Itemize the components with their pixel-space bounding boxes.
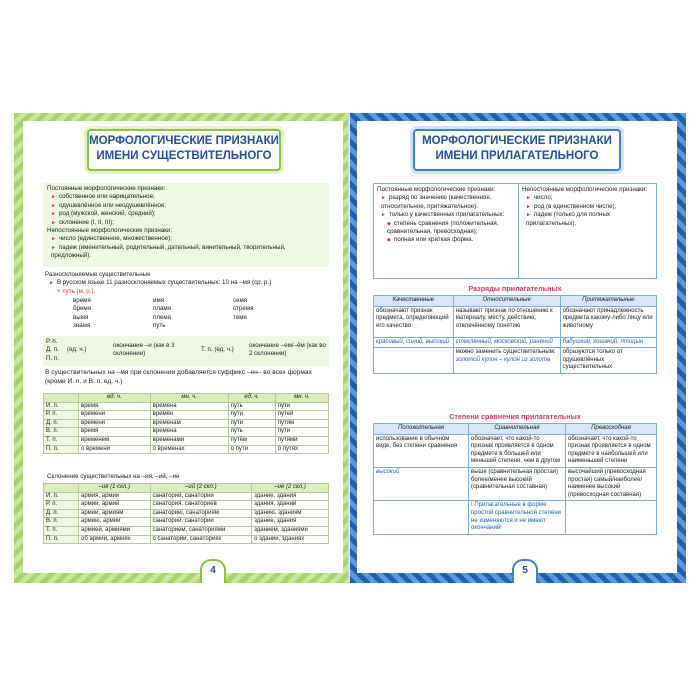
cell: времени (79, 419, 151, 428)
table-row (44, 428, 329, 437)
raznoskl-put: + путь (м. р.). (57, 287, 96, 295)
table-row (374, 306, 657, 337)
word: время (73, 297, 91, 304)
cell: об армии, армиях (79, 535, 151, 544)
table-row (44, 402, 329, 411)
adj-nonconst-item: ► число; (522, 194, 652, 202)
cell: высочайший (превосходная простая) самый/наиболее/наименее высокий (превосходная составная) (566, 467, 657, 500)
cell: высокий (374, 467, 469, 500)
case-label: Д. п. (46, 346, 59, 354)
left-title-box (87, 129, 281, 171)
endings-block (43, 336, 329, 366)
case-cell: П. п. (44, 535, 79, 544)
adj-nonconst-item: ► падеж (только для полных прилагательных). (522, 211, 652, 228)
noun-nonconst-head: Непостоянные морфологические признаки: (47, 227, 173, 235)
ending-label1: (ед. ч.) (67, 346, 87, 353)
noun-const-item: ► склонение (I, II, III); (47, 219, 325, 227)
ending-text1: окончание –и (как в 3 склонении) (113, 342, 175, 358)
noun-const-item: ► одушевлённое или неодушевлённое; (47, 202, 325, 210)
table-header (44, 394, 79, 403)
adj-nonconst-item: ► род (в единственном числе); (522, 203, 652, 211)
case-label: П. п. (46, 354, 59, 362)
cell-line: можно заменить существительным: (455, 349, 556, 356)
left-page-title: МОРФОЛОГИЧЕСКИЕ ПРИЗНАКИ ИМЕНИ СУЩЕСТВИТЕЛЬНОГО (89, 135, 279, 162)
cell: о санатории, санаториях (150, 535, 252, 544)
cell: обозначает, что какой-то признак проявляется в одном предмете в наибольшей или наименьшей степени (566, 434, 657, 467)
stepeni-table (373, 423, 657, 535)
table-header: ед. ч. (228, 394, 275, 403)
adj-const-head: Постоянные морфологические признаки: (377, 186, 496, 193)
cell: армия, армии (79, 492, 151, 501)
right-sheet (357, 121, 677, 573)
right-page-number: 5 (512, 559, 538, 583)
cell: о здании, зданиях (252, 535, 329, 544)
raznoskl-words (73, 297, 313, 331)
divider (518, 184, 519, 278)
cell: санаторием, санаториями (150, 526, 252, 535)
cell (453, 348, 560, 374)
cell (374, 501, 469, 534)
table-row (44, 445, 329, 454)
cell: пути (228, 419, 275, 428)
table-header: мн. ч. (275, 394, 328, 403)
cell: санатория, санаториев (150, 501, 252, 510)
cell: о временах (150, 445, 228, 454)
declension-table-mya (43, 393, 329, 454)
table-row (44, 492, 329, 501)
adj-features-block (373, 183, 657, 279)
cell: обозначает, что какой-то признак проявляется в одном предмете в большей или меньшей степени, чем в другом (469, 434, 566, 467)
table-row (374, 434, 657, 467)
decl-note: Склонение существительных на –ия, –ий, –ие (47, 473, 180, 480)
table-header: Сравнительная (469, 424, 566, 435)
raznoskl-note: ► В русском языке 11 разносклоняемых существительных: 10 на –мя (ср. р.) (45, 279, 331, 287)
cell: образуются только от одушевлённых существительных (560, 348, 656, 374)
declension-table-iya (43, 483, 329, 544)
cell: армии, армиям (79, 509, 151, 518)
adj-nonconst-head: Непостоянные морфологические признаки: (522, 186, 648, 193)
table-header: ед. ч. (79, 394, 151, 403)
table-row (44, 535, 329, 544)
cell: армию, армии (79, 518, 151, 527)
stepeni-title: Степени сравнения прилагательных (449, 412, 581, 421)
case-cell: И. п. (44, 402, 79, 411)
cell: армией, армиями (79, 526, 151, 535)
ending-label2: Т. п. (ед. ч.) (201, 346, 234, 353)
table-header: Относительные (453, 296, 560, 307)
adj-const-sub: ◆ степень сравнения (положительная, сравнительная, превосходная); (377, 220, 515, 237)
table-row (374, 337, 657, 348)
cell: стеклянный, московский, ранений (453, 337, 560, 348)
cell: армии, армий (79, 501, 151, 510)
noun-const-head: Постоянные морфологические признаки: (47, 185, 166, 192)
case-cell: Т. п. (44, 436, 79, 445)
cell: санаторий, санатории (150, 518, 252, 527)
cell: здание, здания (252, 492, 329, 501)
word: племя (153, 313, 172, 321)
table-row (374, 501, 657, 534)
cell: время (79, 402, 151, 411)
cell: использование в обычном виде, без степени сравнения (374, 434, 469, 467)
case-cell: В. п. (44, 428, 79, 437)
table-row (44, 411, 329, 420)
table-header: Притяжательные (560, 296, 656, 307)
table-row (44, 419, 329, 428)
cell (566, 501, 657, 534)
cell: красивый, синий, высокий (374, 337, 454, 348)
cell: путей (275, 411, 328, 420)
cell: времена (150, 428, 228, 437)
word: вымя (73, 313, 89, 321)
cell: времени (79, 411, 151, 420)
word: знамя (73, 322, 91, 330)
word: имя (153, 297, 165, 304)
table-header: Положительная (374, 424, 469, 435)
cell: бабушкин, кошачий, птицын (560, 337, 656, 348)
cell: путям (275, 419, 328, 428)
cell: времён (150, 411, 228, 420)
left-page (14, 113, 350, 583)
cell: временам (150, 419, 228, 428)
table-row (374, 348, 657, 374)
cell: о путях (275, 445, 328, 454)
noun-const-item: ► собственное или нарицательное; (47, 193, 325, 201)
right-title-box (413, 129, 621, 171)
cell: называют признак по отношению к материалу, месту, действию, отвлечённому понятию (453, 306, 560, 337)
case-cell: Д. п. (44, 509, 79, 518)
noun-features-block (43, 183, 329, 267)
cell: время (79, 428, 151, 437)
table-row (44, 526, 329, 535)
case-cell: П. п. (44, 445, 79, 454)
word: пламя (153, 305, 172, 313)
case-cell: В. п. (44, 518, 79, 527)
cell: временами (150, 436, 228, 445)
cell: путём (228, 436, 275, 445)
table-row (44, 436, 329, 445)
cell: о пути (228, 445, 275, 454)
cell: выше (сравнительная простая) более/менее высокий (сравнительная составная) (469, 467, 566, 500)
table-header: мн. ч. (150, 394, 228, 403)
cell: здание, здания (252, 518, 329, 527)
adj-const-sub: ◆ полная или краткая форма. (377, 236, 515, 244)
open-book (14, 113, 686, 583)
right-page-title: МОРФОЛОГИЧЕСКИЕ ПРИЗНАКИ ИМЕНИ ПРИЛАГАТЕЛЬНОГО (422, 135, 612, 162)
raznoskl-head: Разносклоняемые существительные (45, 271, 151, 278)
noun-nonconst-item: ► число (единственное, множественное); (47, 235, 325, 243)
left-sheet (23, 121, 343, 573)
ending-text2: окончание –ем/–ём (как во 2 склонении) (249, 342, 326, 358)
adj-const-item: ► разряд по значению (качественное, относительное, притяжательное). (377, 194, 515, 211)
cell: обозначают признак предмета, определяющий его качество (374, 306, 454, 337)
cell: путь (228, 402, 275, 411)
word: стремя (233, 305, 254, 313)
table-row (44, 509, 329, 518)
case-cell: Р. п. (44, 501, 79, 510)
cell: зданию, зданиям (252, 509, 329, 518)
adj-nonconst-col (522, 186, 652, 228)
raznoskl-block (45, 271, 331, 296)
word: путь (153, 322, 166, 330)
cell: о времени (79, 445, 151, 454)
word (233, 322, 313, 330)
cell: путями (275, 436, 328, 445)
table-header: –ия (1 скл.) (79, 484, 151, 493)
cell: пути (275, 428, 328, 437)
adj-const-col (377, 186, 515, 245)
case-cell: Т. п. (44, 526, 79, 535)
cell: путь (228, 428, 275, 437)
cell: времена (150, 402, 228, 411)
razryady-title: Разряды прилагательных (468, 284, 562, 293)
cell: обозначают принадлежность предмета какому-либо лицу или животному (560, 306, 656, 337)
noun-nonconst-item: ► падеж (именительный, родительный, дательный, винительный, творительный, предложный). (47, 244, 325, 261)
cell: временем (79, 436, 151, 445)
table-row (44, 501, 329, 510)
case-cell: Р. п. (44, 411, 79, 420)
table-row (374, 467, 657, 500)
case-label: Р. п. (46, 338, 58, 345)
left-page-number: 4 (200, 559, 226, 583)
noun-const-item: ► род (мужской, женский, средний); (47, 210, 325, 218)
cell: пути (228, 411, 275, 420)
adj-const-item: ► только у качественных прилагательных: (377, 211, 515, 219)
cell: пути (275, 402, 328, 411)
cell (374, 348, 454, 374)
razryady-table (373, 295, 657, 374)
right-page (350, 113, 686, 583)
cell: ! Прилагательные в форме простой сравнительной степени не изменяются и не имеют окончаний! (469, 501, 566, 534)
table-header: Качественные (374, 296, 454, 307)
table-header (44, 484, 79, 493)
cell: здания, зданий (252, 501, 329, 510)
cell: зданием, зданиями (252, 526, 329, 535)
suffix-note: В существительных на –мя при склонении добавляется суффикс –ен– во всех формах (кроме И. п. и В. п. ед. ч.) (45, 369, 312, 385)
case-cell: И. п. (44, 492, 79, 501)
word: темя (233, 313, 247, 321)
word: бремя (73, 305, 92, 313)
cell: санаторию, санаториям (150, 509, 252, 518)
table-header: –ие (2 скл.) (252, 484, 329, 493)
cell-line: золотой кулон – кулон из золота (455, 356, 551, 363)
cell: санаторий, санатории (150, 492, 252, 501)
word: семя (233, 297, 248, 304)
case-cell: Д. п. (44, 419, 79, 428)
table-header: –ий (2 скл.) (150, 484, 252, 493)
table-header: Превосходная (566, 424, 657, 435)
table-row (44, 518, 329, 527)
